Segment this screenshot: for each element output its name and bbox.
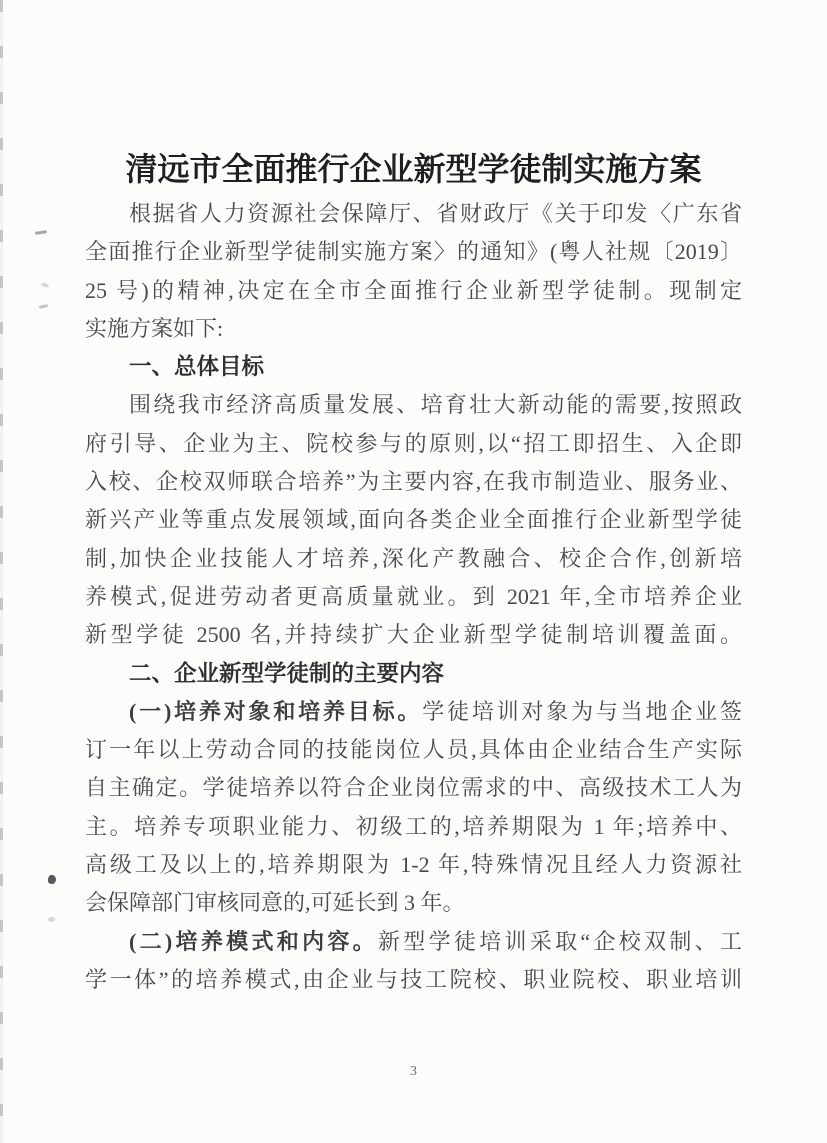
page-number: 3 (410, 1064, 417, 1079)
text-run: 围绕我市经济高质量发展、培育壮大新动能的需要,按照政 (129, 392, 742, 418)
paragraph-2-line (85, 540, 742, 578)
paragraph-2-line (85, 386, 742, 424)
paragraph-2-line (85, 501, 742, 539)
ink-smudge (48, 917, 55, 922)
paragraph-3-line (85, 769, 742, 807)
paragraph-1-line (85, 272, 742, 310)
bold-lead-text: (一)培养对象和培养目标。 (129, 698, 423, 724)
text-run: 自主确定。学徒培养以符合企业岗位需求的中、高级技术工人为 (85, 775, 742, 801)
text-run: 府引导、企业为主、院校参与的原则,以“招工即招生、入企即 (85, 430, 742, 456)
text-run: 实施方案如下: (85, 315, 224, 341)
document-title: 清远市全面推行企业新型学徒制实施方案 (125, 151, 702, 187)
paragraph-2-line (85, 616, 742, 654)
text-run: 会保障部门审核同意的,可延长到 3 年。 (85, 890, 465, 916)
text-run: 学徒培训对象为与当地企业签 (422, 698, 742, 724)
paragraph-3-line (85, 693, 742, 731)
paragraph-3-line (85, 846, 742, 884)
text-run: 根据省人力资源社会保障厅、省财政厅《关于印发〈广东省 (129, 201, 742, 226)
paragraph-1-line (85, 310, 742, 348)
paragraph-2-line (85, 425, 742, 463)
text-run: 25 号)的精神,决定在全市全面推行企业新型学徒制。现制定 (85, 277, 742, 303)
section-heading-2 (85, 655, 742, 693)
ink-smudge (47, 874, 56, 884)
text-run: 养模式,促进劳动者更高质量就业。到 2021 年,全市培养企业 (85, 583, 742, 609)
section-heading-1 (85, 348, 742, 386)
paragraph-4-line (85, 923, 742, 961)
paragraph-3-line (85, 731, 742, 769)
heading-text: 二、企业新型学徒制的主要内容 (129, 660, 445, 686)
text-run: 新兴产业等重点发展领域,面向各类企业全面推行企业新型学徒 (85, 507, 742, 533)
text-run: 订一年以上劳动合同的技能岗位人员,具体由企业结合生产实际 (85, 737, 742, 763)
document-body (85, 195, 742, 999)
text-run: 高级工及以上的,培养期限为 1-2 年,特殊情况且经人力资源社 (85, 852, 742, 878)
paragraph-1-line (85, 233, 742, 271)
text-run: 新型学徒培训采取“企校双制、工 (377, 928, 742, 954)
text-run: 入校、企校双师联合培养”为主要内容,在我市制造业、服务业、 (85, 469, 742, 495)
paragraph-3-line (85, 884, 742, 922)
text-run: 全面推行企业新型学徒制实施方案〉的通知》(粤人社规〔2019〕 (85, 239, 742, 265)
paragraph-2-line (85, 463, 742, 501)
ink-smudge (35, 230, 47, 235)
bold-lead-text: (二)培养模式和内容。 (129, 928, 378, 954)
text-run: 制,加快企业技能人才培养,深化产教融合、校企合作,创新培 (85, 545, 742, 571)
paragraph-2-line (85, 578, 742, 616)
paragraph-3-line (85, 808, 742, 846)
ink-smudge (39, 304, 48, 309)
ink-smudge (41, 282, 50, 288)
text-run: 学一体”的培养模式,由企业与技工院校、职业院校、职业培训 (85, 966, 742, 992)
paragraph-4-line (85, 961, 742, 999)
heading-text: 一、总体目标 (129, 354, 265, 380)
text-run: 新型学徒 2500 名,并持续扩大企业新型学徒制培训覆盖面。 (85, 622, 742, 648)
text-run: 主。培养专项职业能力、初级工的,培养期限为 1 年;培养中、 (85, 813, 742, 839)
paragraph-1-line (85, 195, 742, 233)
